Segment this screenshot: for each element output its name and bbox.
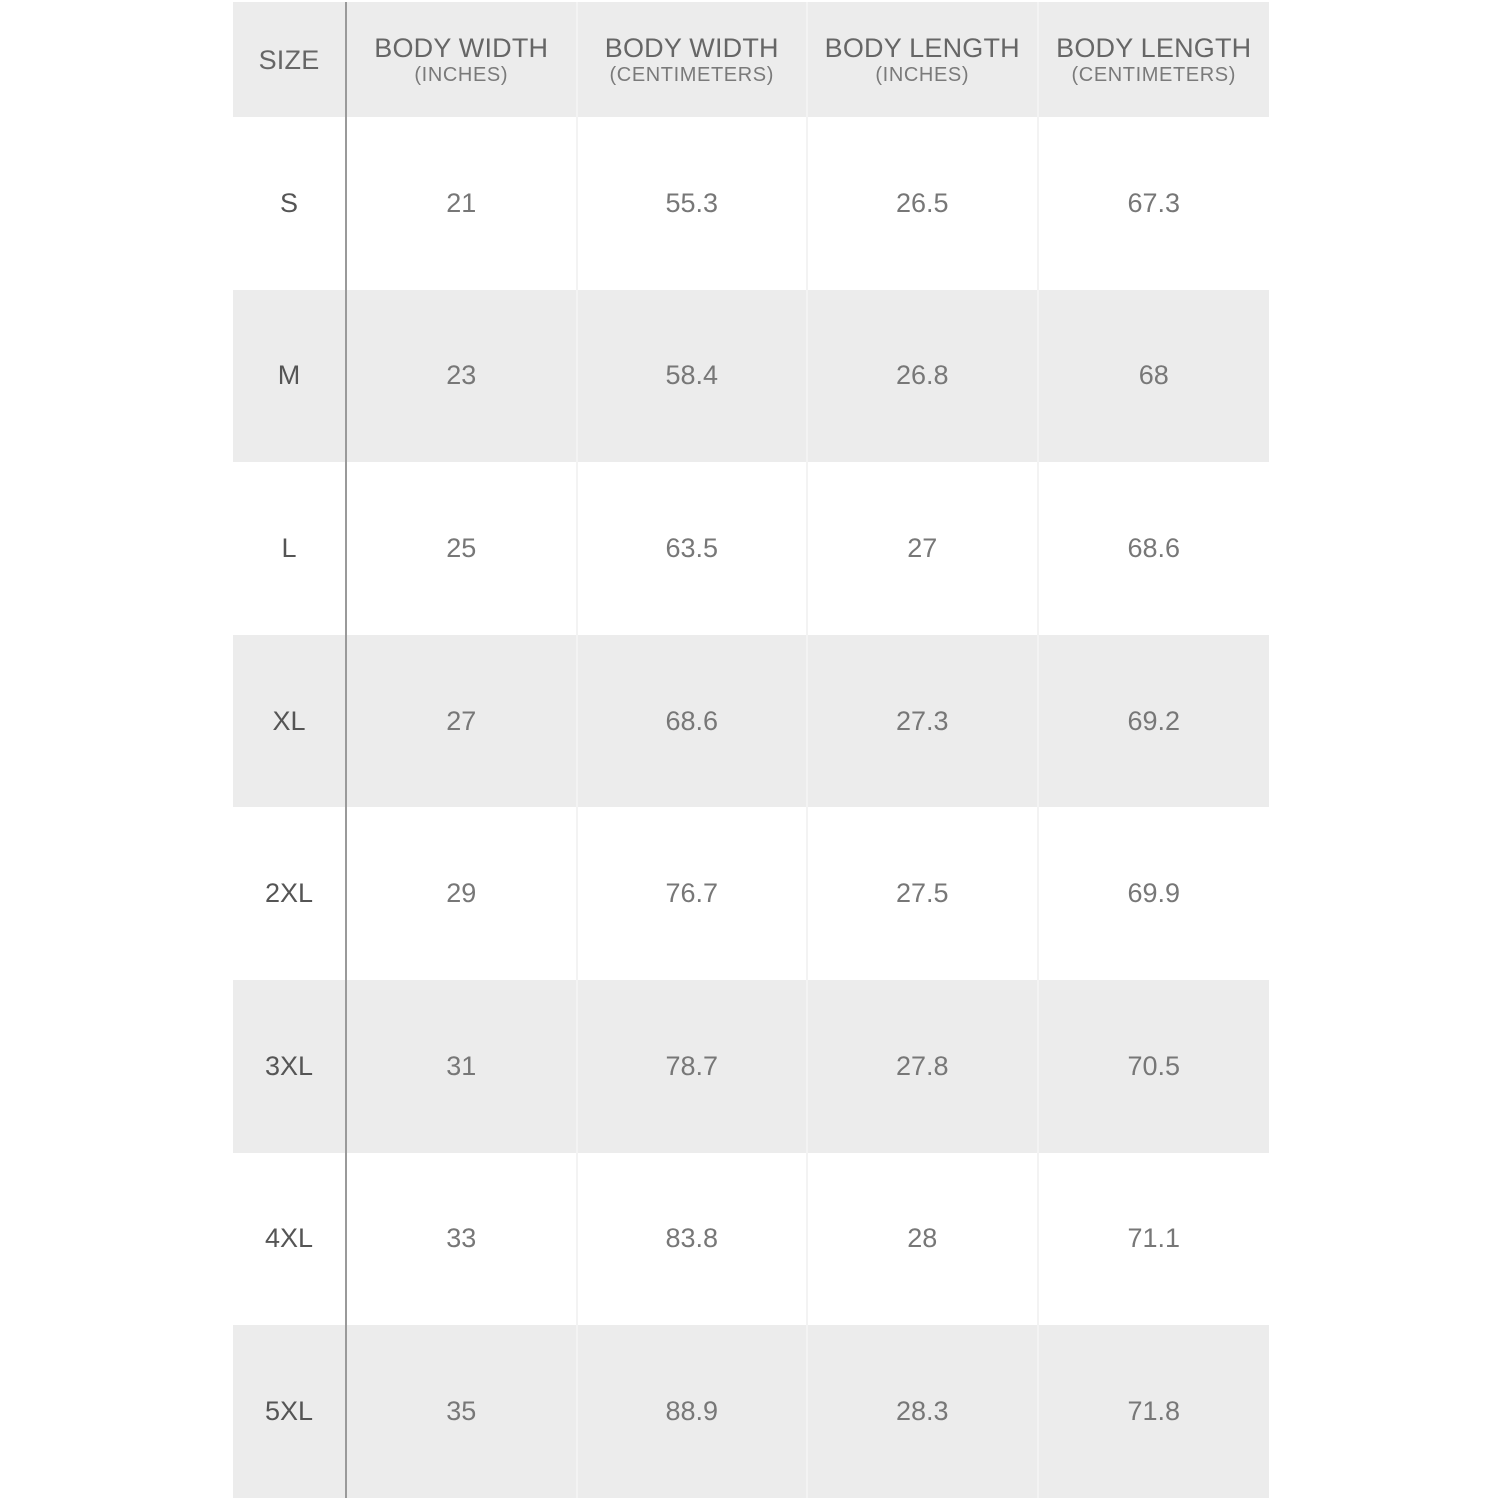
header-unit-label: (CENTIMETERS) [609,63,774,86]
table-header [233,2,1269,117]
header-body-length-cm [1039,2,1270,117]
body-length-in-cell: 26.5 [808,117,1039,290]
body-width-in-cell: 33 [347,1153,578,1326]
table-row [233,980,1269,1153]
size-cell: L [233,462,347,635]
header-size [233,2,347,117]
body-width-in-cell: 31 [347,980,578,1153]
size-cell: 5XL [233,1325,347,1498]
body-length-cm-cell: 71.1 [1039,1153,1270,1326]
body-width-cm-cell: 78.7 [578,980,809,1153]
table-body [233,117,1269,1498]
body-length-cm-cell: 69.9 [1039,807,1270,980]
size-cell: XL [233,635,347,808]
body-length-cm-cell: 67.3 [1039,117,1270,290]
size-cell: 4XL [233,1153,347,1326]
body-width-cm-cell: 68.6 [578,635,809,808]
header-unit-label: (INCHES) [414,63,509,86]
header-main-label: BODY WIDTH [374,32,549,63]
body-length-cm-cell: 69.2 [1039,635,1270,808]
size-cell: 2XL [233,807,347,980]
body-length-in-cell: 27.8 [808,980,1039,1153]
header-row [233,2,1269,117]
body-width-in-cell: 29 [347,807,578,980]
body-width-in-cell: 21 [347,117,578,290]
body-width-cm-cell: 88.9 [578,1325,809,1498]
body-width-in-cell: 25 [347,462,578,635]
header-main-label: BODY LENGTH [824,32,1020,63]
size-cell: S [233,117,347,290]
body-length-cm-cell: 68.6 [1039,462,1270,635]
header-unit-label: (CENTIMETERS) [1071,63,1236,86]
body-length-in-cell: 27.3 [808,635,1039,808]
header-main-label: BODY LENGTH [1056,32,1252,63]
body-width-cm-cell: 58.4 [578,290,809,463]
body-length-cm-cell: 68 [1039,290,1270,463]
header-body-width-in [347,2,578,117]
body-width-in-cell: 23 [347,290,578,463]
table-row [233,807,1269,980]
table-row [233,1325,1269,1498]
body-length-in-cell: 28 [808,1153,1039,1326]
header-body-length-in [808,2,1039,117]
body-length-in-cell: 28.3 [808,1325,1039,1498]
body-width-cm-cell: 63.5 [578,462,809,635]
body-width-cm-cell: 83.8 [578,1153,809,1326]
body-width-cm-cell: 76.7 [578,807,809,980]
size-cell: M [233,290,347,463]
body-length-in-cell: 27.5 [808,807,1039,980]
body-length-cm-cell: 71.8 [1039,1325,1270,1498]
header-main-label: BODY WIDTH [604,32,779,63]
table-row [233,1153,1269,1326]
header-unit-label: (INCHES) [875,63,970,86]
body-width-cm-cell: 55.3 [578,117,809,290]
table-row [233,117,1269,290]
header-main-label: SIZE [258,44,320,75]
body-length-cm-cell: 70.5 [1039,980,1270,1153]
table-row [233,635,1269,808]
header-body-width-cm [578,2,809,117]
table-row [233,462,1269,635]
size-chart-table [233,2,1269,1498]
size-cell: 3XL [233,980,347,1153]
body-length-in-cell: 27 [808,462,1039,635]
body-length-in-cell: 26.8 [808,290,1039,463]
body-width-in-cell: 35 [347,1325,578,1498]
table-row [233,290,1269,463]
body-width-in-cell: 27 [347,635,578,808]
